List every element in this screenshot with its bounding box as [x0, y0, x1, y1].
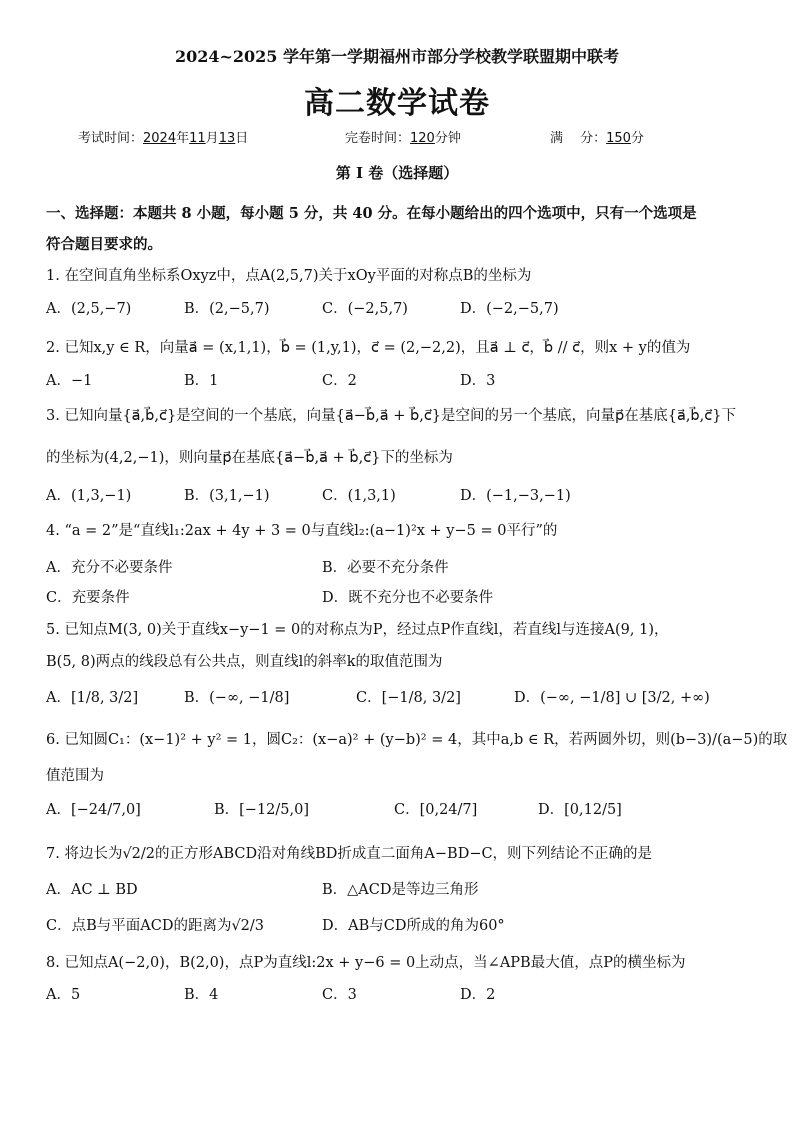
- question-2-option-c: C．2: [322, 373, 357, 389]
- question-2-option-b: B．1: [184, 373, 219, 389]
- question-3-stem-line-2: 的坐标为(4,2,−1)，则向量p⃗在基底{a⃗−b⃗,a⃗ + b⃗,c⃗}下的坐标为: [46, 450, 453, 466]
- duration-label: 完卷时间：: [345, 131, 411, 146]
- question-3-option-c: C．(1,3,1): [322, 488, 396, 504]
- question-1-option-c: C．(−2,5,7): [322, 301, 408, 317]
- exam-day: 13: [218, 131, 236, 146]
- question-6-stem-line-1: 6. 已知圆C₁：(x−1)² + y² = 1，圆C₂：(x−a)² + (y−b)² = 4，其中a,b ∈ R，若两圆外切，则(b−3)/(a−5)的取: [46, 732, 788, 748]
- section-intro-line-2: 符合题目要求的。: [46, 236, 162, 253]
- exam-duration: 完卷时间：120分钟: [345, 131, 461, 146]
- question-5-stem-line-1: 5. 已知点M(3, 0)关于直线x−y−1 = 0的对称点为P，经过点P作直线l，若直线l与连接A(9, 1)，: [46, 622, 669, 638]
- question-1-option-b: B．(2,−5,7): [184, 301, 270, 317]
- question-1-option-d: D．(−2,−5,7): [460, 301, 559, 317]
- score-value: 150: [606, 131, 631, 146]
- question-5-option-d: D．(−∞, −1/8] ∪ [3/2, +∞): [514, 690, 710, 706]
- question-2-stem: 2. 已知x,y ∈ R，向量a⃗ = (x,1,1)，b⃗ = (1,y,1)，c⃗ = (2,−2,2)，且a⃗ ⊥ c⃗，b⃗ // c⃗，则x + y的值为: [46, 340, 691, 356]
- question-3-option-a: A．(1,3,−1): [46, 488, 132, 504]
- question-1-stem: 1. 在空间直角坐标系Oxyz中，点A(2,5,7)关于xOy平面的对称点B的坐标为: [46, 268, 532, 284]
- question-8-stem: 8. 已知点A(−2,0)，B(2,0)，点P为直线l:2x + y−6 = 0上动点，当∠APB最大值，点P的横坐标为: [46, 955, 686, 971]
- exam-full-score: 满 分：150分: [550, 131, 644, 146]
- question-6-option-a: A．[−24/7,0]: [46, 802, 141, 818]
- question-7-option-c: C．点B与平面ACD的距离为√2/3: [46, 918, 265, 934]
- question-8-option-d: D．2: [460, 987, 496, 1003]
- question-1-option-a: A．(2,5,−7): [46, 301, 132, 317]
- section-title: 第 I 卷（选择题）: [335, 164, 459, 182]
- question-4-option-b: B．必要不充分条件: [322, 560, 449, 576]
- exam-name: 2024~2025 学年第一学期福州市部分学校教学联盟期中联考: [174, 47, 620, 66]
- question-7-stem: 7. 将边长为√2/2的正方形ABCD沿对角线BD折成直二面角A−BD−C，则下列结论不正确的是: [46, 846, 653, 862]
- question-2-option-a: A．−1: [46, 373, 93, 389]
- question-7-option-a: A．AC ⊥ BD: [46, 882, 138, 898]
- exam-year: 2024: [143, 131, 177, 146]
- question-6-option-b: B．[−12/5,0]: [214, 802, 310, 818]
- question-4-option-d: D．既不充分也不必要条件: [322, 590, 494, 606]
- score-label: 满 分：: [550, 131, 607, 146]
- question-2-option-d: D．3: [460, 373, 496, 389]
- question-6-option-c: C．[0,24/7]: [394, 802, 478, 818]
- question-8-option-a: A．5: [46, 987, 81, 1003]
- exam-date: 考试时间：2024年11月13日: [78, 131, 249, 146]
- question-3-option-b: B．(3,1,−1): [184, 488, 270, 504]
- question-3-stem-line-1: 3. 已知向量{a⃗,b⃗,c⃗}是空间的一个基底，向量{a⃗−b⃗,a⃗ + b⃗,c⃗}是空间的另一个基底，向量p⃗在基底{a⃗,b⃗,c⃗}下: [46, 408, 736, 424]
- exam-time-label: 考试时间：: [78, 131, 144, 146]
- question-3-option-d: D．(−1,−3,−1): [460, 488, 571, 504]
- question-7-option-b: B．△ACD是等边三角形: [322, 882, 479, 898]
- question-7-option-d: D．AB与CD所成的角为60°: [322, 918, 505, 934]
- question-5-stem-line-2: B(5, 8)两点的线段总有公共点，则直线l的斜率k的取值范围为: [46, 654, 443, 670]
- exam-month: 11: [189, 131, 206, 146]
- question-5-option-c: C．[−1/8, 3/2]: [356, 690, 461, 706]
- question-6-option-d: D．[0,12/5]: [538, 802, 622, 818]
- question-5-option-a: A．[1/8, 3/2]: [46, 690, 139, 706]
- question-5-option-b: B．(−∞, −1/8]: [184, 690, 290, 706]
- question-8-option-c: C．3: [322, 987, 357, 1003]
- question-4-option-c: C．充要条件: [46, 590, 130, 606]
- paper-title: 高二数学试卷: [304, 86, 490, 121]
- question-4-stem: 4. “a = 2”是“直线l₁:2ax + 4y + 3 = 0与直线l₂:(a−1)²x + y−5 = 0平行”的: [46, 523, 558, 539]
- question-8-option-b: B．4: [184, 987, 219, 1003]
- question-4-option-a: A．充分不必要条件: [46, 560, 173, 576]
- question-6-stem-line-2: 值范围为: [46, 768, 104, 784]
- section-intro-line-1: 一、选择题：本题共 8 小题，每小题 5 分，共 40 分。在每小题给出的四个选项中，只有一个选项是: [46, 205, 697, 222]
- duration-value: 120: [410, 131, 435, 146]
